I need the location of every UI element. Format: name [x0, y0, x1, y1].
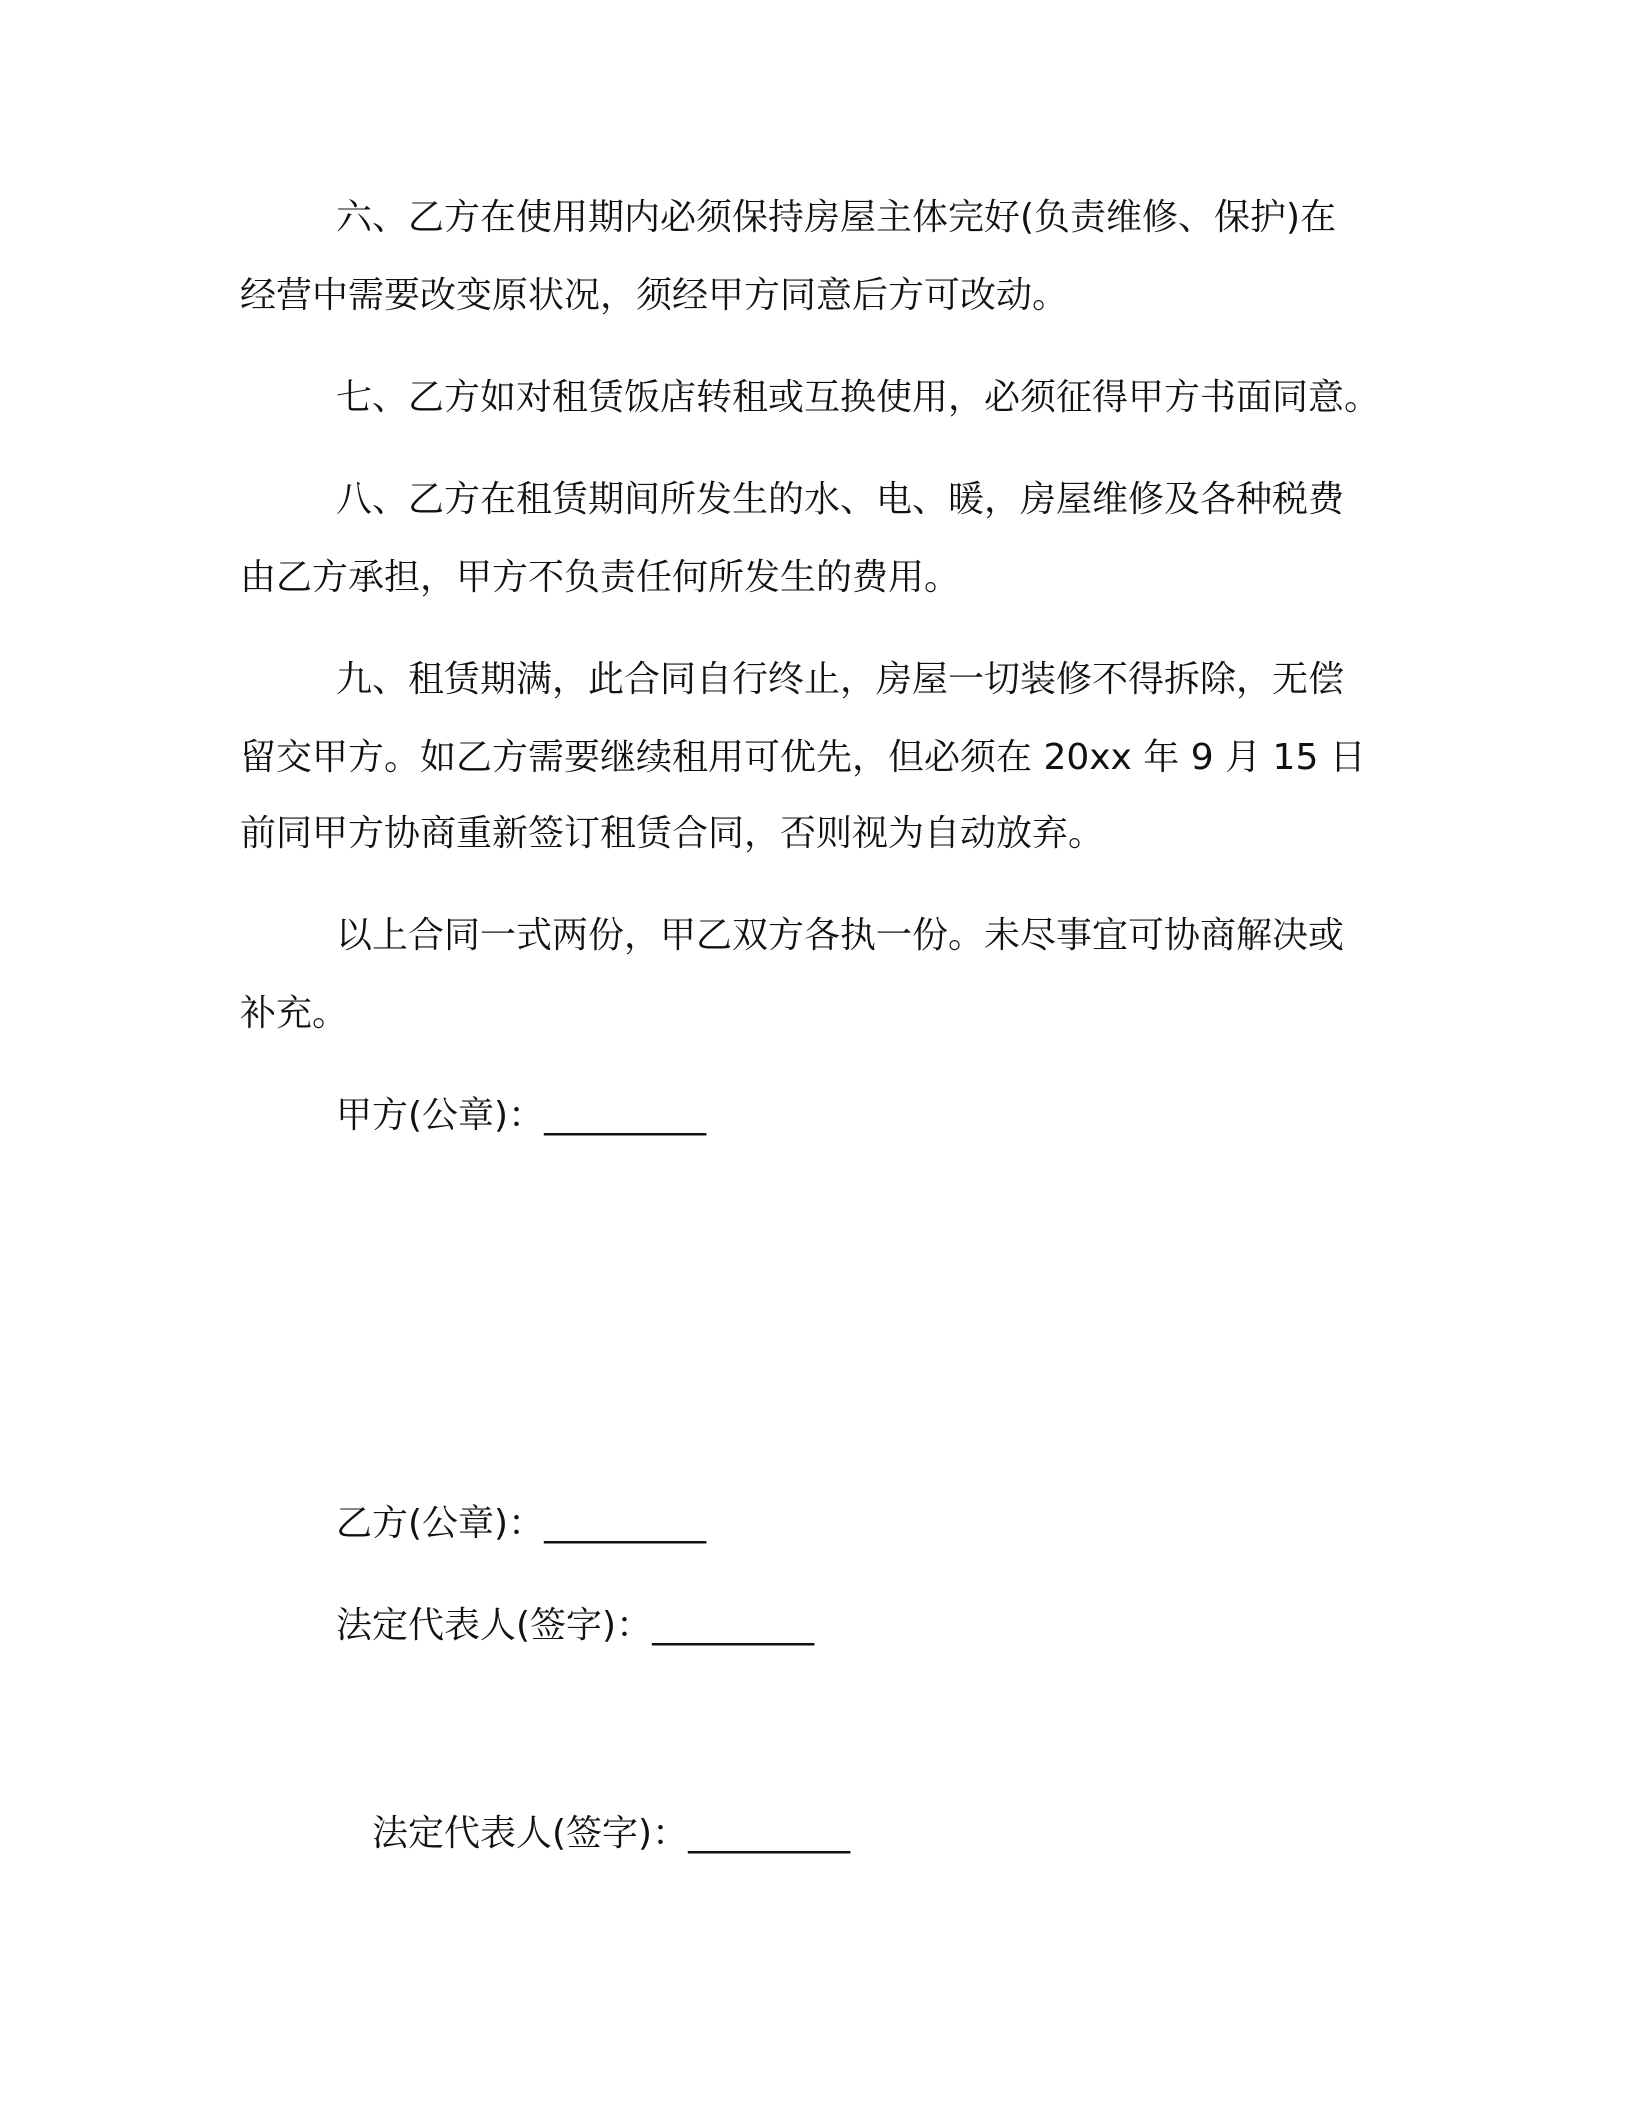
legal-representative-signature-1: 法定代表人(签字)：_________: [336, 1605, 815, 1646]
clause-9-line-2: 留交甲方。如乙方需要继续租用可优先，但必须在 20xx 年 9 月 15 日: [240, 737, 1366, 778]
clause-8-line-2: 由乙方承担，甲方不负责任何所发生的费用。: [240, 557, 961, 598]
clause-6-line-2: 经营中需要改变原状况，须经甲方同意后方可改动。: [240, 275, 1069, 316]
clause-9-line-3: 前同甲方协商重新签订租赁合同，否则视为自动放弃。: [240, 813, 1105, 854]
clause-9-line-1: 九、租赁期满，此合同自行终止，房屋一切装修不得拆除，无偿: [336, 659, 1345, 700]
party-a-seal: 甲方(公章)：_________: [336, 1095, 707, 1136]
clause-6-line-1: 六、乙方在使用期内必须保持房屋主体完好(负责维修、保护)在: [336, 197, 1337, 238]
legal-representative-signature-2: 法定代表人(签字)：_________: [372, 1813, 851, 1854]
closing-line-1: 以上合同一式两份，甲乙双方各执一份。未尽事宜可协商解决或: [336, 915, 1345, 956]
clause-7-line-1: 七、乙方如对租赁饭店转租或互换使用，必须征得甲方书面同意。: [336, 377, 1381, 418]
closing-line-2: 补充。: [240, 993, 349, 1034]
clause-8-line-1: 八、乙方在租赁期间所发生的水、电、暖，房屋维修及各种税费: [336, 479, 1345, 520]
party-b-seal: 乙方(公章)：_________: [336, 1503, 707, 1544]
